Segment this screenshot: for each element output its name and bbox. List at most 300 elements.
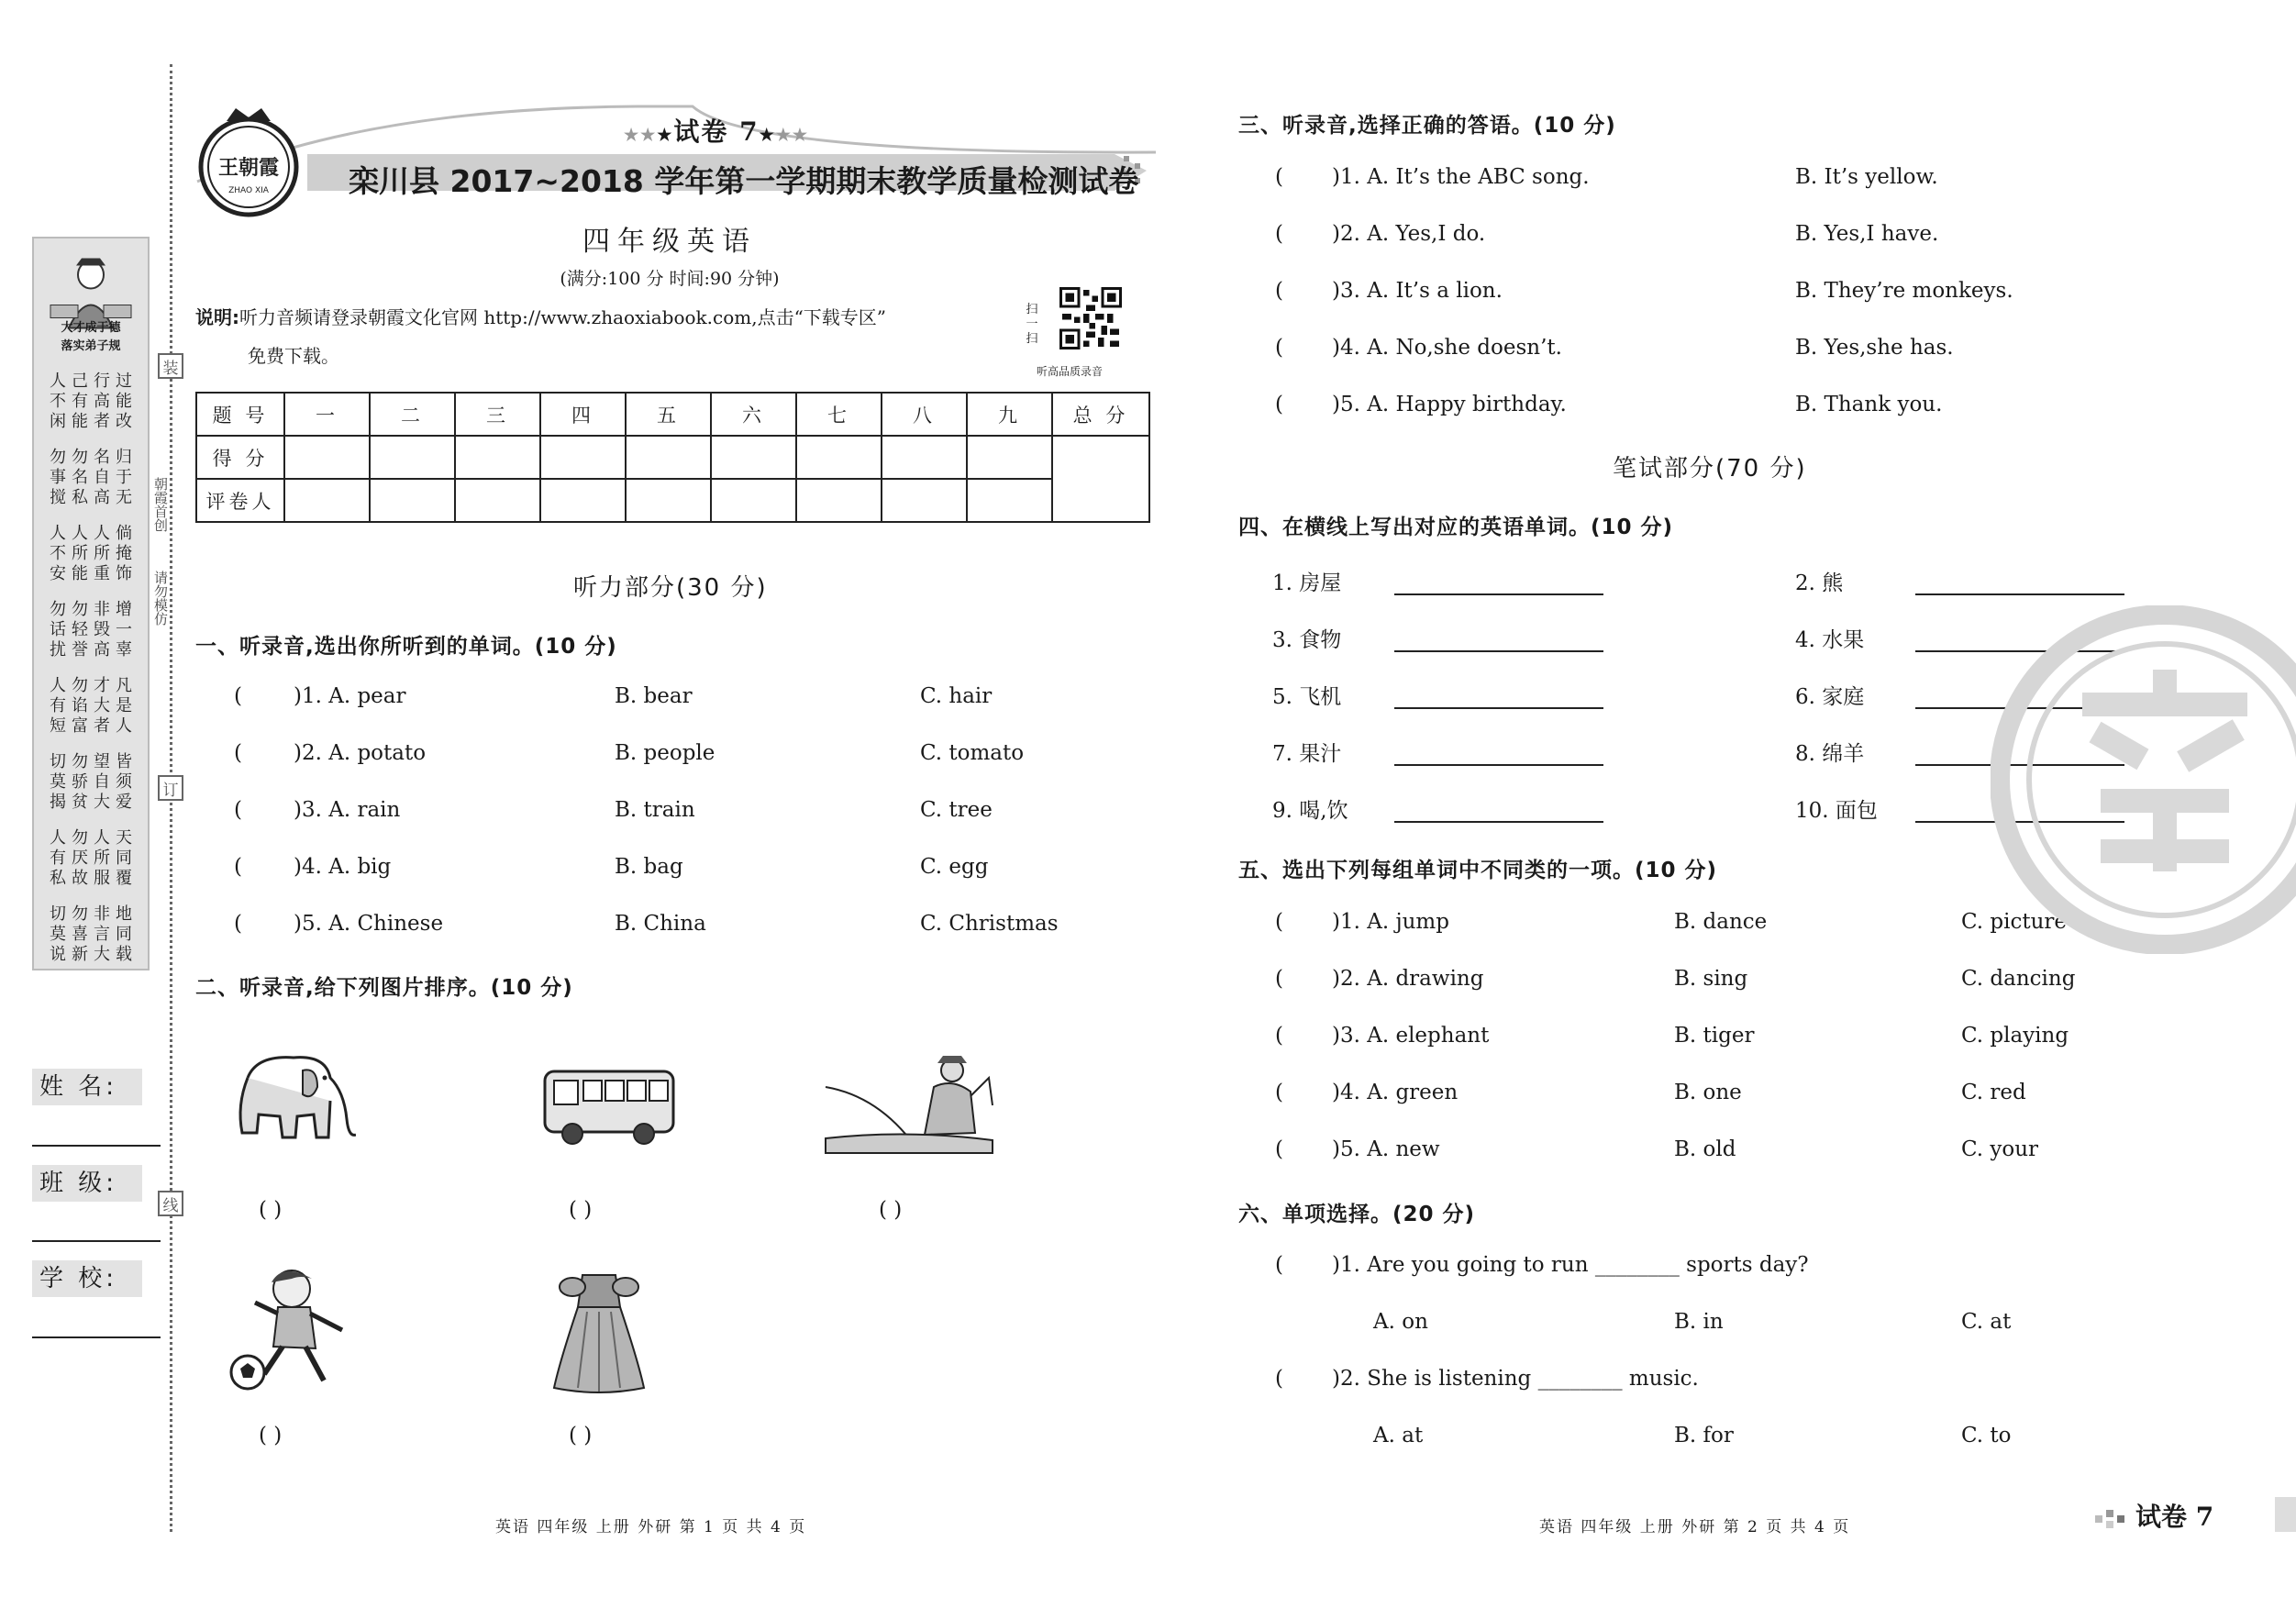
word-prompt: 4. 水果 [1795, 628, 1865, 652]
question-option-b: B. sing [1674, 967, 1748, 991]
instructions-text: 听力音频请登录朝霞文化官网 http://www.zhaoxiabook.com,点击“下载专区” [239, 306, 887, 328]
proverb-char: 同 [116, 848, 132, 868]
section-2-title: 二、听录音,给下列图片排序。(10 分) [195, 976, 573, 1000]
proverb-char: 勿 [50, 600, 66, 619]
question-option-c: C. your [1961, 1137, 2039, 1161]
word-prompt: 7. 果汁 [1272, 742, 1342, 766]
grader-cell[interactable] [540, 479, 626, 522]
proverb-char: 掩 [116, 544, 132, 563]
proverb-char: 己 [72, 372, 88, 391]
question-option-b: B. China [615, 912, 706, 936]
proverb-char: 勿 [72, 904, 88, 924]
proverb-char: 载 [116, 945, 132, 964]
footer-right-page: 英语 四年级 上册 外研 第 2 页 共 4 页 [1539, 1518, 1851, 1536]
secret-stamp-watermark [1991, 605, 2296, 954]
answer-paren[interactable]: ( [234, 684, 242, 708]
question-option-a: A. on [1373, 1310, 1428, 1334]
proverb-char: 皆 [116, 752, 132, 771]
proverb-char: 人 [116, 716, 132, 736]
proverb-column [48, 372, 68, 432]
question-option-c: C. Christmas [920, 912, 1059, 936]
proverb-column [48, 600, 68, 660]
motto-line-2: 落实弟子规 [61, 339, 121, 353]
answer-blank[interactable] [1394, 764, 1603, 766]
answer-paren[interactable]: ( [1275, 1367, 1283, 1391]
answer-paren[interactable]: ( [234, 798, 242, 822]
question-option-c: C. egg [920, 855, 989, 879]
footer-left-page: 英语 四年级 上册 外研 第 1 页 共 4 页 [495, 1518, 807, 1536]
fold-mark-1: 装 [158, 353, 183, 379]
exam-title: 栾川县 2017~2018 学年第一学期期末教学质量检测试卷 [349, 163, 1139, 199]
proverb-char: 言 [94, 925, 110, 944]
proverb-char: 人 [50, 676, 66, 695]
proverb-char: 勿 [72, 828, 88, 848]
proverb-char: 勿 [72, 600, 88, 619]
proverb-column [114, 524, 134, 584]
answer-blank[interactable] [1394, 650, 1603, 652]
class-label: 班 级: [32, 1165, 142, 1202]
question-option-b: B. train [615, 798, 695, 822]
word-prompt: 3. 食物 [1272, 628, 1342, 652]
name-field[interactable] [32, 1145, 161, 1147]
answer-paren[interactable]: ( [1275, 222, 1283, 246]
proverb-char: 行 [94, 372, 110, 391]
question-option-c: C. to [1961, 1424, 2012, 1447]
proverb-column [114, 600, 134, 660]
score-col-2: 二 [370, 393, 455, 436]
proverb-char: 说 [50, 945, 66, 964]
total-score-cell[interactable] [1052, 436, 1149, 522]
dress-picture [550, 1270, 648, 1394]
elephant-picture [229, 1050, 356, 1147]
word-prompt: 9. 喝,饮 [1272, 799, 1348, 823]
question-option-b: B. Yes,she has. [1795, 336, 1954, 360]
proverb-char: 人 [94, 828, 110, 848]
answer-paren[interactable]: ( [1275, 1024, 1283, 1048]
question-option-a: )1. A. jump [1332, 910, 1449, 934]
proverb-column [70, 372, 90, 432]
question-option-b: B. one [1674, 1081, 1742, 1104]
proverb-char: 覆 [116, 869, 132, 888]
logo-text: 王朝霞 [217, 156, 280, 180]
proverb-column [114, 752, 134, 813]
question-option-c: C. at [1961, 1310, 2012, 1334]
grader-cell[interactable] [796, 479, 882, 522]
proverb-char: 者 [94, 412, 110, 431]
proverb-char: 天 [116, 828, 132, 848]
answer-paren[interactable]: ( [1275, 165, 1283, 189]
answer-paren[interactable]: ( [1275, 1081, 1283, 1104]
question-option-a: )4. A. big [294, 855, 392, 879]
proverb-column [48, 752, 68, 813]
grader-cell[interactable] [882, 479, 967, 522]
proverb-char: 服 [94, 869, 110, 888]
side-text-1: 朝霞首创 [152, 477, 169, 532]
proverb-char: 切 [50, 752, 66, 771]
score-col-4: 四 [540, 393, 626, 436]
grader-cell[interactable] [370, 479, 455, 522]
proverb-column [48, 524, 68, 584]
proverb-char: 事 [50, 468, 66, 487]
word-prompt: 8. 绵羊 [1795, 742, 1865, 766]
boy-football-picture [227, 1266, 363, 1394]
word-prompt: 1. 房屋 [1272, 571, 1342, 595]
proverb-char: 非 [94, 600, 110, 619]
proverb-column [70, 448, 90, 508]
question-option-a: )1. A. pear [294, 684, 406, 708]
proverb-column [70, 524, 90, 584]
question-option-a: )5. A. Happy birthday. [1332, 393, 1567, 416]
score-cell[interactable] [711, 436, 796, 479]
proverb-char: 有 [50, 848, 66, 868]
exam-info: (满分:100 分 时间:90 分钟) [560, 269, 780, 289]
proverb-char: 能 [72, 564, 88, 583]
proverb-column [92, 676, 112, 737]
answer-paren-bus[interactable]: ( ) [569, 1198, 593, 1222]
publisher-logo [194, 101, 303, 220]
proverb-char: 改 [116, 412, 132, 431]
instructions-label: 说明: [195, 306, 239, 328]
proverb-column [92, 752, 112, 813]
proverb-char: 所 [94, 544, 110, 563]
proverb-char: 莫 [50, 925, 66, 944]
proverb-char: 短 [50, 716, 66, 736]
answer-blank[interactable] [1915, 593, 2124, 595]
proverb-char: 人 [94, 524, 110, 543]
score-col-8: 八 [882, 393, 967, 436]
proverb-char: 搅 [50, 488, 66, 507]
grader-cell[interactable] [284, 479, 370, 522]
question-option-b: B. Thank you. [1795, 393, 1943, 416]
fold-mark-3: 线 [158, 1191, 183, 1216]
question-option-b: B. old [1674, 1137, 1736, 1161]
proverb-char: 所 [94, 848, 110, 868]
proverb-motto [35, 319, 147, 356]
proverb-char: 自 [94, 772, 110, 792]
proverb-char: 者 [94, 716, 110, 736]
question-option-a: )2. A. potato [294, 741, 427, 765]
qr-scan-label: 扫一扫 [1026, 303, 1038, 346]
proverb-char: 莫 [50, 772, 66, 792]
grader-cell[interactable] [711, 479, 796, 522]
fold-mark-2: 订 [158, 775, 183, 801]
score-col-1: 一 [284, 393, 370, 436]
score-col-label: 题 号 [196, 393, 284, 436]
proverb-char: 归 [116, 448, 132, 467]
logo-subtext: ZHAO XIA [228, 186, 269, 195]
word-prompt: 6. 家庭 [1795, 685, 1865, 709]
score-col-5: 五 [626, 393, 711, 436]
proverb-char: 揭 [50, 793, 66, 812]
proverb-char: 人 [50, 372, 66, 391]
question-option-a: )2. A. drawing [1332, 967, 1484, 991]
question-stem: )2. She is listening ________ music. [1332, 1367, 1699, 1391]
answer-paren-fishing[interactable]: ( ) [879, 1198, 903, 1222]
proverb-char: 须 [116, 772, 132, 792]
page-tag: 试卷 7 [2135, 1502, 2214, 1532]
question-stem: )1. Are you going to run ________ sports day? [1332, 1253, 1809, 1277]
proverb-column [114, 904, 134, 965]
proverb-char: 能 [116, 392, 132, 411]
proverb-char: 高 [94, 488, 110, 507]
proverb-column [70, 904, 90, 965]
qr-code-icon[interactable] [1059, 283, 1122, 354]
proverb-char: 大 [94, 793, 110, 812]
score-col-9: 九 [967, 393, 1052, 436]
answer-paren[interactable]: ( [1275, 1137, 1283, 1161]
answer-paren[interactable]: ( [1275, 910, 1283, 934]
score-cell[interactable] [540, 436, 626, 479]
fishing-picture [824, 1050, 994, 1156]
question-option-b: B. bear [615, 684, 693, 708]
score-row [196, 436, 1149, 479]
listening-part-title: 听力部分(30 分) [573, 574, 768, 602]
score-table [195, 392, 1150, 523]
proverb-char: 闲 [50, 412, 66, 431]
proverb-char: 人 [50, 524, 66, 543]
proverb-char: 新 [72, 945, 88, 964]
star-icon: ★★ [624, 126, 658, 145]
question-option-b: B. people [615, 741, 715, 765]
proverb-char: 辜 [116, 640, 132, 660]
proverb-column [70, 828, 90, 889]
proverb-char: 饰 [116, 564, 132, 583]
proverb-char: 于 [116, 468, 132, 487]
score-table-header-row [196, 393, 1149, 436]
proverb-char: 爱 [116, 793, 132, 812]
proverb-column [92, 600, 112, 660]
question-option-a: )3. A. elephant [1332, 1024, 1490, 1048]
exam-tag-text: 试卷 7 [673, 116, 760, 147]
proverb-char: 名 [94, 448, 110, 467]
score-cell[interactable] [284, 436, 370, 479]
proverb-char: 非 [94, 904, 110, 924]
answer-blank[interactable] [1394, 707, 1603, 709]
answer-blank[interactable] [1394, 821, 1603, 823]
question-option-b: B. It’s yellow. [1795, 165, 1938, 189]
proverb-char: 才 [94, 676, 110, 695]
question-option-c: C. tomato [920, 741, 1025, 765]
proverb-char: 喜 [72, 925, 88, 944]
proverb-column [92, 372, 112, 432]
score-cell[interactable] [967, 436, 1052, 479]
grader-cell[interactable] [455, 479, 540, 522]
proverb-char: 能 [72, 412, 88, 431]
proverb-char: 有 [50, 696, 66, 715]
side-text-original [151, 477, 172, 532]
side-text-no-copy [151, 571, 172, 626]
proverb-char: 人 [72, 524, 88, 543]
motto-line-1: 大才成于德 [61, 321, 121, 335]
proverb-column [48, 448, 68, 508]
writing-part-title: 笔试部分(70 分) [1613, 455, 1807, 482]
proverb-char: 富 [72, 716, 88, 736]
proverb-char: 高 [94, 640, 110, 660]
proverb-column [114, 676, 134, 737]
name-label: 姓 名: [32, 1069, 142, 1105]
star-icon: ★★ [775, 126, 810, 145]
answer-paren[interactable]: ( [1275, 393, 1283, 416]
question-option-b: B. bag [615, 855, 683, 879]
question-option-a: )4. A. No,she doesn’t. [1332, 336, 1562, 360]
proverb-char: 是 [116, 696, 132, 715]
proverb-char: 重 [94, 564, 110, 583]
answer-paren-dress[interactable]: ( ) [569, 1424, 593, 1447]
proverb-char: 同 [116, 925, 132, 944]
proverb-char: 私 [72, 488, 88, 507]
score-col-total: 总 分 [1052, 393, 1149, 436]
proverb-char: 倘 [116, 524, 132, 543]
side-text-2: 请勿模仿 [152, 571, 169, 626]
answer-paren[interactable]: ( [1275, 336, 1283, 360]
proverb-char: 不 [50, 544, 66, 563]
page-tag-squares-icon [2093, 1504, 2130, 1532]
question-option-c: C. tree [920, 798, 993, 822]
question-option-c: C. red [1961, 1081, 2026, 1104]
star-icon: ★ [657, 126, 674, 145]
proverb-column [70, 676, 90, 737]
proverb-char: 无 [116, 488, 132, 507]
proverb-char: 增 [116, 600, 132, 619]
word-prompt: 2. 熊 [1795, 571, 1844, 595]
score-col-3: 三 [455, 393, 540, 436]
grader-cell[interactable] [626, 479, 711, 522]
star-icon: ★ [759, 126, 776, 145]
question-option-a: )5. A. Chinese [294, 912, 444, 936]
proverb-char: 一 [116, 620, 132, 639]
question-option-b: B. dance [1674, 910, 1768, 934]
score-cell[interactable] [455, 436, 540, 479]
proverb-char: 人 [50, 828, 66, 848]
section-1-title: 一、听录音,选出你所听到的单词。(10 分) [195, 635, 617, 659]
answer-paren-football[interactable]: ( ) [259, 1424, 283, 1447]
proverb-char: 不 [50, 392, 66, 411]
proverb-char: 勿 [72, 448, 88, 467]
proverb-char: 勿 [50, 448, 66, 467]
section-4-title: 四、在横线上写出对应的英语单词。(10 分) [1238, 516, 1674, 539]
answer-paren[interactable]: ( [1275, 279, 1283, 303]
question-option-c: C. hair [920, 684, 993, 708]
proverb-column [48, 676, 68, 737]
question-option-a: )1. A. It’s the ABC song. [1332, 165, 1590, 189]
score-cell[interactable] [796, 436, 882, 479]
proverb-char: 切 [50, 904, 66, 924]
answer-paren-elephant[interactable]: ( ) [259, 1198, 283, 1222]
score-row-label: 得 分 [196, 436, 284, 479]
grader-row [196, 479, 1149, 522]
score-cell[interactable] [626, 436, 711, 479]
answer-paren[interactable]: ( [1275, 967, 1283, 991]
proverb-char: 过 [116, 372, 132, 391]
proverb-char: 轻 [72, 620, 88, 639]
proverb-char: 名 [72, 468, 88, 487]
proverb-char: 扰 [50, 640, 66, 660]
score-col-6: 六 [711, 393, 796, 436]
proverb-char: 谄 [72, 696, 88, 715]
proverb-char: 自 [94, 468, 110, 487]
school-label: 学 校: [32, 1260, 142, 1297]
proverb-column [114, 372, 134, 432]
answer-paren[interactable]: ( [234, 741, 242, 765]
qr-caption: 听高品质录音 [1037, 365, 1104, 378]
proverb-char: 所 [72, 544, 88, 563]
page-tag-bar [2275, 1497, 2296, 1532]
proverb-char: 勿 [72, 752, 88, 771]
answer-paren[interactable]: ( [234, 912, 242, 936]
proverb-char: 厌 [72, 848, 88, 868]
subject-title: 四年级英语 [582, 226, 757, 258]
proverb-column [92, 524, 112, 584]
proverb-char: 勿 [72, 676, 88, 695]
proverb-char: 大 [94, 696, 110, 715]
class-field[interactable] [32, 1240, 161, 1242]
proverb-column [114, 448, 134, 508]
proverb-char: 贫 [72, 793, 88, 812]
proverb-char: 望 [94, 752, 110, 771]
section-5-title: 五、选出下列每组单词中不同类的一项。(10 分) [1238, 859, 1718, 882]
school-field[interactable] [32, 1336, 161, 1338]
section-3-title: 三、听录音,选择正确的答语。(10 分) [1238, 114, 1616, 138]
question-option-a: )3. A. rain [294, 798, 401, 822]
proverb-column [48, 828, 68, 889]
exam-tag [624, 112, 809, 149]
proverb-column [92, 828, 112, 889]
word-prompt: 10. 面包 [1795, 799, 1878, 823]
proverb-char: 誉 [72, 640, 88, 660]
answer-paren[interactable]: ( [1275, 1253, 1283, 1277]
question-option-b: B. in [1674, 1310, 1724, 1334]
proverb-char: 高 [94, 392, 110, 411]
proverb-char: 安 [50, 564, 66, 583]
question-option-b: B. for [1674, 1424, 1734, 1447]
proverb-char: 毁 [94, 620, 110, 639]
score-cell[interactable] [882, 436, 967, 479]
proverb-column [92, 448, 112, 508]
answer-paren[interactable]: ( [234, 855, 242, 879]
proverb-column [48, 904, 68, 965]
question-option-a: A. at [1373, 1424, 1424, 1447]
grader-row-label: 评卷人 [196, 479, 284, 522]
question-option-c: C. picture [1961, 910, 2068, 934]
score-col-7: 七 [796, 393, 882, 436]
question-option-a: )3. A. It’s a lion. [1332, 279, 1503, 303]
proverb-char: 地 [116, 904, 132, 924]
proverb-char: 凡 [116, 676, 132, 695]
instructions [195, 303, 886, 329]
question-option-b: B. tiger [1674, 1024, 1755, 1048]
grader-cell[interactable] [967, 479, 1052, 522]
proverb-column [92, 904, 112, 965]
proverb-column [114, 828, 134, 889]
proverb-char: 私 [50, 869, 66, 888]
proverb-char: 有 [72, 392, 88, 411]
section-6-title: 六、单项选择。(20 分) [1238, 1203, 1476, 1226]
question-option-b: B. Yes,I have. [1795, 222, 1939, 246]
proverb-char: 故 [72, 869, 88, 888]
answer-blank[interactable] [1394, 593, 1603, 595]
score-cell[interactable] [370, 436, 455, 479]
word-prompt: 5. 飞机 [1272, 685, 1342, 709]
proverb-char: 话 [50, 620, 66, 639]
proverb-char: 大 [94, 945, 110, 964]
question-option-a: )2. A. Yes,I do. [1332, 222, 1486, 246]
instructions-continued: 免费下载。 [248, 345, 339, 367]
question-option-a: )5. A. new [1332, 1137, 1440, 1161]
question-option-b: B. They’re monkeys. [1795, 279, 2013, 303]
question-option-c: C. dancing [1961, 967, 2076, 991]
question-option-c: C. playing [1961, 1024, 2069, 1048]
proverb-column [70, 600, 90, 660]
